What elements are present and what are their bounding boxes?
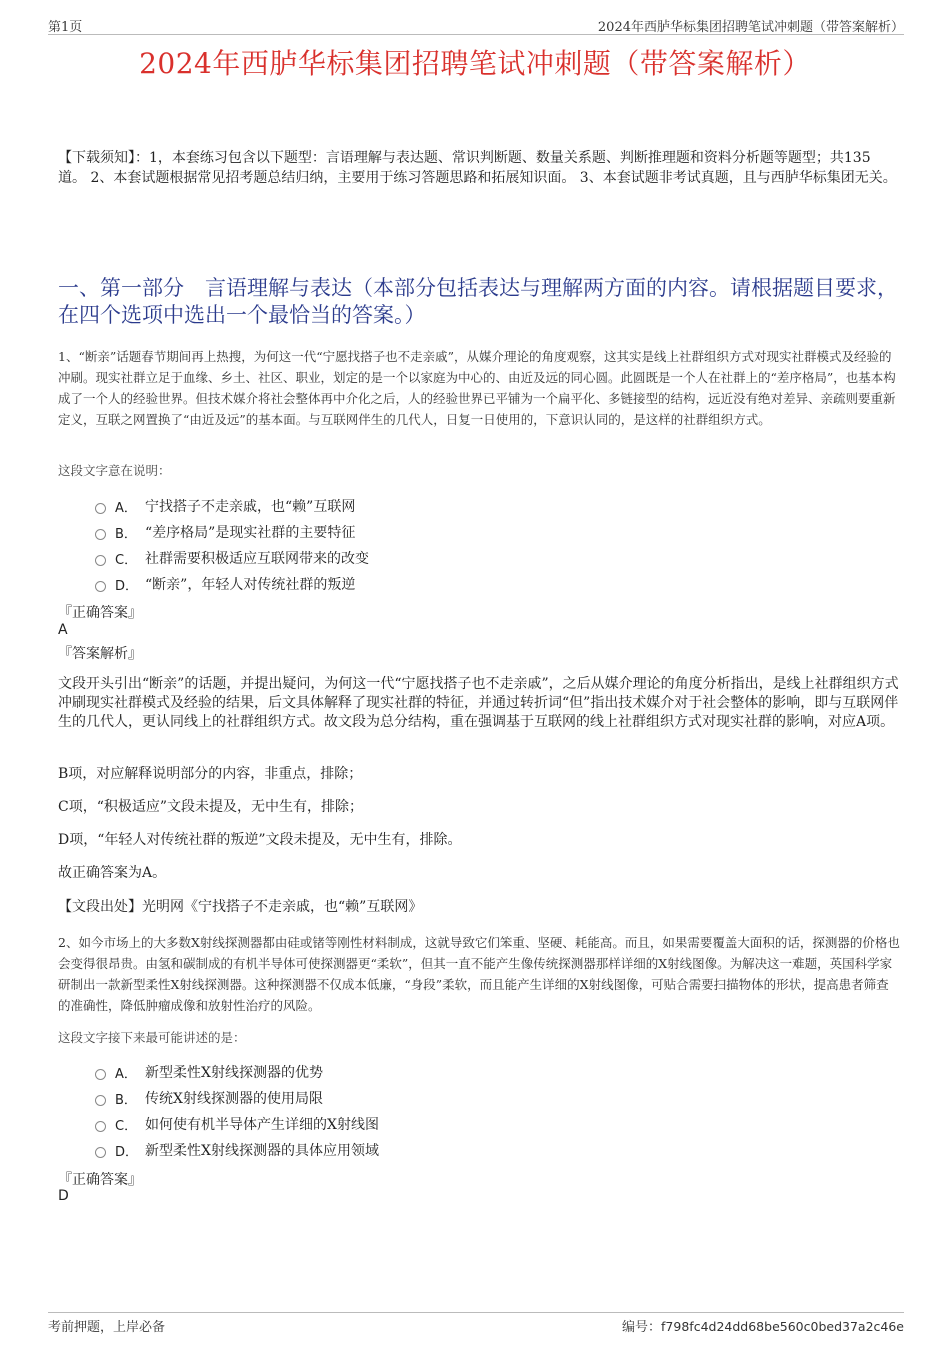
question-1-option-d[interactable]: D． “断亲”，年轻人对传统社群的叛逆 (95, 571, 369, 597)
page-header (48, 14, 904, 35)
footer-code (622, 1316, 904, 1335)
question-1-answer-label: 『正确答案』 (58, 605, 142, 621)
question-2-option-b[interactable]: B． 传统X射线探测器的使用局限 (95, 1085, 379, 1111)
question-1-analysis-c: C项，“积极适应”文段未提及，无中生有，排除； (58, 799, 364, 815)
question-2-option-a[interactable]: A． 新型柔性X射线探测器的优势 (95, 1059, 379, 1085)
question-1-analysis-conclusion: 故正确答案为A。 (58, 865, 167, 881)
footer-code-value: f798fc4d24dd68be560c0bed37a2c46e (661, 1319, 904, 1334)
question-1-prompt: 这段文字意在说明： (58, 463, 171, 478)
radio-icon[interactable] (95, 1095, 106, 1106)
question-1-analysis-main: 文段开头引出“断亲”的话题，并提出疑问，为何这一代“宁愿找搭子也不走亲戚”，之后从媒介理论的角度分析指出，是线上社群组织方式冲刷现实社群模式及经验的结果，后文具体解释了现实社群的特征，并通过转折词“但”指出技术媒介对于社会整体的影响，即与互联网伴生的几代人，更认同线上的社群组织方式。故文段为总分结构，重在强调基于互联网的线上社群组织方式对现实社群的影响，对应A项。 (58, 676, 899, 730)
question-1-answer: A (58, 622, 68, 638)
question-1-analysis-label: 『答案解析』 (58, 646, 142, 662)
footer-slogan: 考前押题，上岸必备 (48, 1320, 166, 1335)
radio-icon[interactable] (95, 1147, 106, 1158)
question-1-options (95, 493, 369, 597)
header-doc-title: 2024年西胪华标集团招聘笔试冲刺题（带答案解析） (597, 20, 904, 35)
question-1-text: 1、“断亲”话题春节期间再上热搜，为何这一代“宁愿找搭子也不走亲戚”，从媒介理论的角度观察，这其实是线上社群组织方式对现实社群模式及经验的冲刷。现实社群立足于血缘、乡土、社区、职业，划定的是一个以家庭为中心的、由近及远的同心圆。此圆既是一个人在社群上的“差序格局”，也基本构成了一个人的经验世界。但技术媒介将社会整体再中介化之后，人的经验世界已平铺为一个扁平化、多链接型的结构，远近没有绝对差异、亲疏则要重新定义，互联之网置换了“由近及远”的基本面。与互联网伴生的几代人，日复一日使用的，下意识认同的，是这样的社群组织方式。 (58, 349, 896, 427)
page-footer (48, 1312, 904, 1337)
page-number: 第1页 (48, 20, 83, 35)
question-1-option-c[interactable]: C． 社群需要积极适应互联网带来的改变 (95, 545, 369, 571)
question-1-source: 【文段出处】光明网《宁找搭子不走亲戚，也“赖”互联网》 (58, 899, 423, 915)
footer-code-label: 编号： (622, 1320, 662, 1335)
question-2-text: 2、如今市场上的大多数X射线探测器都由硅或锗等刚性材料制成，这就导致它们笨重、坚硬、耗能高。而且，如果需要覆盖大面积的话，探测器的价格也会变得很昂贵。由氢和碳制成的有机半导体可使探测器更“柔软”，但其一直不能产生像传统探测器那样详细的X射线图像。为解决这一难题，英国科学家研制出一款新型柔性X射线探测器。这种探测器不仅成本低廉，“身段”柔软，而且能产生详细的X射线图像，可贴合需要扫描物体的形状，提高患者筛查的准确性，降低肿瘤成像和放射性治疗的风险。 (58, 935, 900, 1013)
radio-icon[interactable] (95, 1069, 106, 1080)
radio-icon[interactable] (95, 555, 106, 566)
question-2-option-c[interactable]: C． 如何使有机半导体产生详细的X射线图 (95, 1111, 379, 1137)
question-2-prompt: 这段文字接下来最可能讲述的是： (58, 1030, 246, 1045)
download-notice: 【下载须知】：1，本套练习包含以下题型：言语理解与表达题、常识判断题、数量关系题、判断推理题和资料分析题等题型；共135道。 2、本套试题根据常见招考题总结归纳，主要用于练习答题思路和拓展知识面。 3、本套试题非考试真题，且与西胪华标集团无关。 (58, 150, 897, 186)
question-2-option-d[interactable]: D． 新型柔性X射线探测器的具体应用领域 (95, 1137, 379, 1163)
radio-icon[interactable] (95, 1121, 106, 1132)
section-title: 一、第一部分 言语理解与表达（本部分包括表达与理解两方面的内容。请根据题目要求，在四个选项中选出一个最恰当的答案。） (58, 276, 898, 327)
question-2-answer: D (58, 1188, 69, 1204)
radio-icon[interactable] (95, 581, 106, 592)
question-1-analysis-b: B项，对应解释说明部分的内容，非重点，排除； (58, 766, 363, 782)
radio-icon[interactable] (95, 503, 106, 514)
page-title: 2024年西胪华标集团招聘笔试冲刺题（带答案解析） (139, 47, 811, 80)
radio-icon[interactable] (95, 529, 106, 540)
question-1-option-b[interactable]: B． “差序格局”是现实社群的主要特征 (95, 519, 369, 545)
question-1-option-a[interactable]: A． 宁找搭子不走亲戚，也“赖”互联网 (95, 493, 369, 519)
question-2-options (95, 1059, 379, 1163)
question-1-analysis-d: D项，“年轻人对传统社群的叛逆”文段未提及，无中生有，排除。 (58, 832, 462, 848)
question-2-answer-label: 『正确答案』 (58, 1172, 142, 1188)
